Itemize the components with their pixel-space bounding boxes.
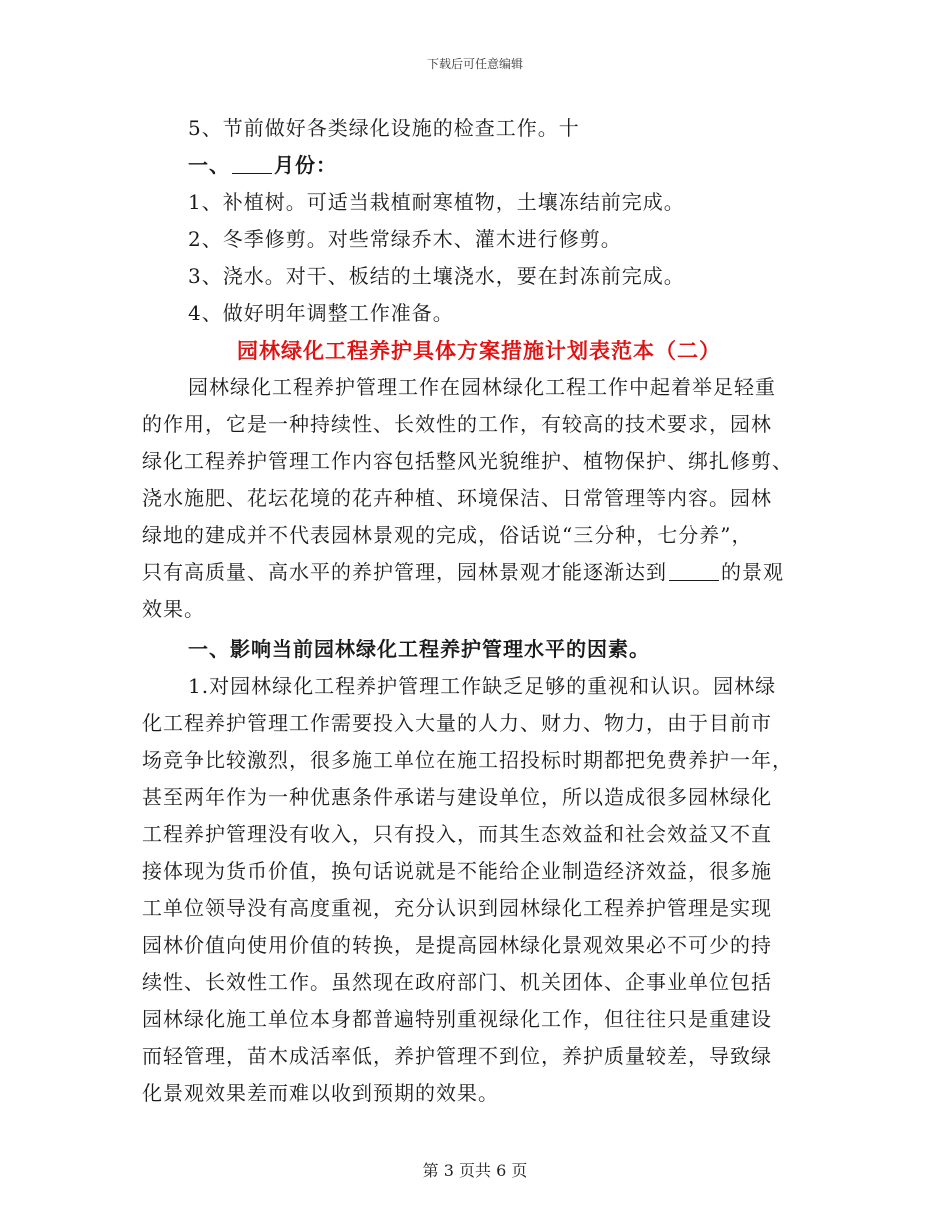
blank-line-suffix: 的景观 (721, 560, 784, 584)
month-heading-prefix: 一、 (188, 153, 230, 177)
paragraph-line: 园林绿化施工单位本身都普遍特别重视绿化工作，但往往只是重建设 (142, 1007, 772, 1031)
list-item: 5、节前做好各类绿化设施的检查工作。十 (188, 116, 580, 140)
page-header: 下载后可任意编辑 (426, 57, 523, 71)
list-item: 3、浇水。对干、板结的土壤浇水，要在封冻前完成。 (188, 264, 685, 288)
paragraph-line: 甚至两年作为一种优惠条件承诺与建设单位，所以造成很多园林绿化 (142, 785, 772, 809)
section-heading: 一、影响当前园林绿化工程养护管理水平的因素。 (188, 637, 650, 661)
month-heading-suffix: 月份： (274, 153, 337, 177)
paragraph-line: 化工程养护管理工作需要投入大量的人力、财力、物力，由于目前市 (142, 711, 772, 735)
paragraph-line: 绿地的建成并不代表园林景观的完成，俗话说“三分种，七分养”， (142, 523, 753, 547)
section-title: 园林绿化工程养护具体方案措施计划表范本（二） (237, 338, 721, 363)
document-body (142, 110, 812, 1112)
paragraph-line: 的作用，它是一种持续性、长效性的工作，有较高的技术要求，园林 (142, 412, 772, 436)
list-item: 1、补植树。可适当栽植耐寒植物，土壤冻结前完成。 (188, 190, 685, 214)
month-heading (142, 147, 812, 184)
paragraph-line: 工程养护管理没有收入，只有投入，而其生态效益和社会效益又不直 (142, 822, 772, 846)
paragraph-line: 1.对园林绿化工程养护管理工作缺乏足够的重视和认识。园林绿 (188, 674, 777, 698)
fill-in-blank (669, 560, 719, 581)
paragraph-line: 接体现为货币价值，换句话说就是不能给企业制造经济效益，很多施 (142, 859, 772, 883)
paragraph-line: 场竞争比较激烈，很多施工单位在施工招投标时期都把免费养护一年， (142, 748, 793, 772)
fill-in-blank (232, 153, 272, 174)
paragraph-line: 化景观效果差而难以收到预期的效果。 (142, 1081, 499, 1105)
list-item: 2、冬季修剪。对些常绿乔木、灌木进行修剪。 (188, 227, 622, 251)
blank-line-prefix: 只有高质量、高水平的养护管理，园林景观才能逐渐达到 (142, 560, 667, 584)
paragraph-line (142, 554, 812, 591)
paragraph-line: 园林绿化工程养护管理工作在园林绿化工程工作中起着举足轻重 (188, 375, 776, 399)
paragraph-line: 工单位领导没有高度重视，充分认识到园林绿化工程养护管理是实现 (142, 896, 772, 920)
paragraph-line: 续性、长效性工作。虽然现在政府部门、机关团体、企事业单位包括 (142, 970, 772, 994)
paragraph-line: 而轻管理，苗木成活率低，养护管理不到位，养护质量较差，导致绿 (142, 1044, 772, 1068)
page-footer: 第 3 页共 6 页 (422, 1161, 528, 1180)
list-item: 4、做好明年调整工作准备。 (188, 301, 454, 325)
paragraph-line: 效果。 (142, 597, 205, 621)
paragraph-line: 园林价值向使用价值的转换，是提高园林绿化景观效果必不可少的持 (142, 933, 772, 957)
paragraph-line: 绿化工程养护管理工作内容包括整风光貌维护、植物保护、绑扎修剪、 (142, 449, 793, 473)
paragraph-line: 浇水施肥、花坛花境的花卉种植、环境保洁、日常管理等内容。园林 (142, 486, 772, 510)
